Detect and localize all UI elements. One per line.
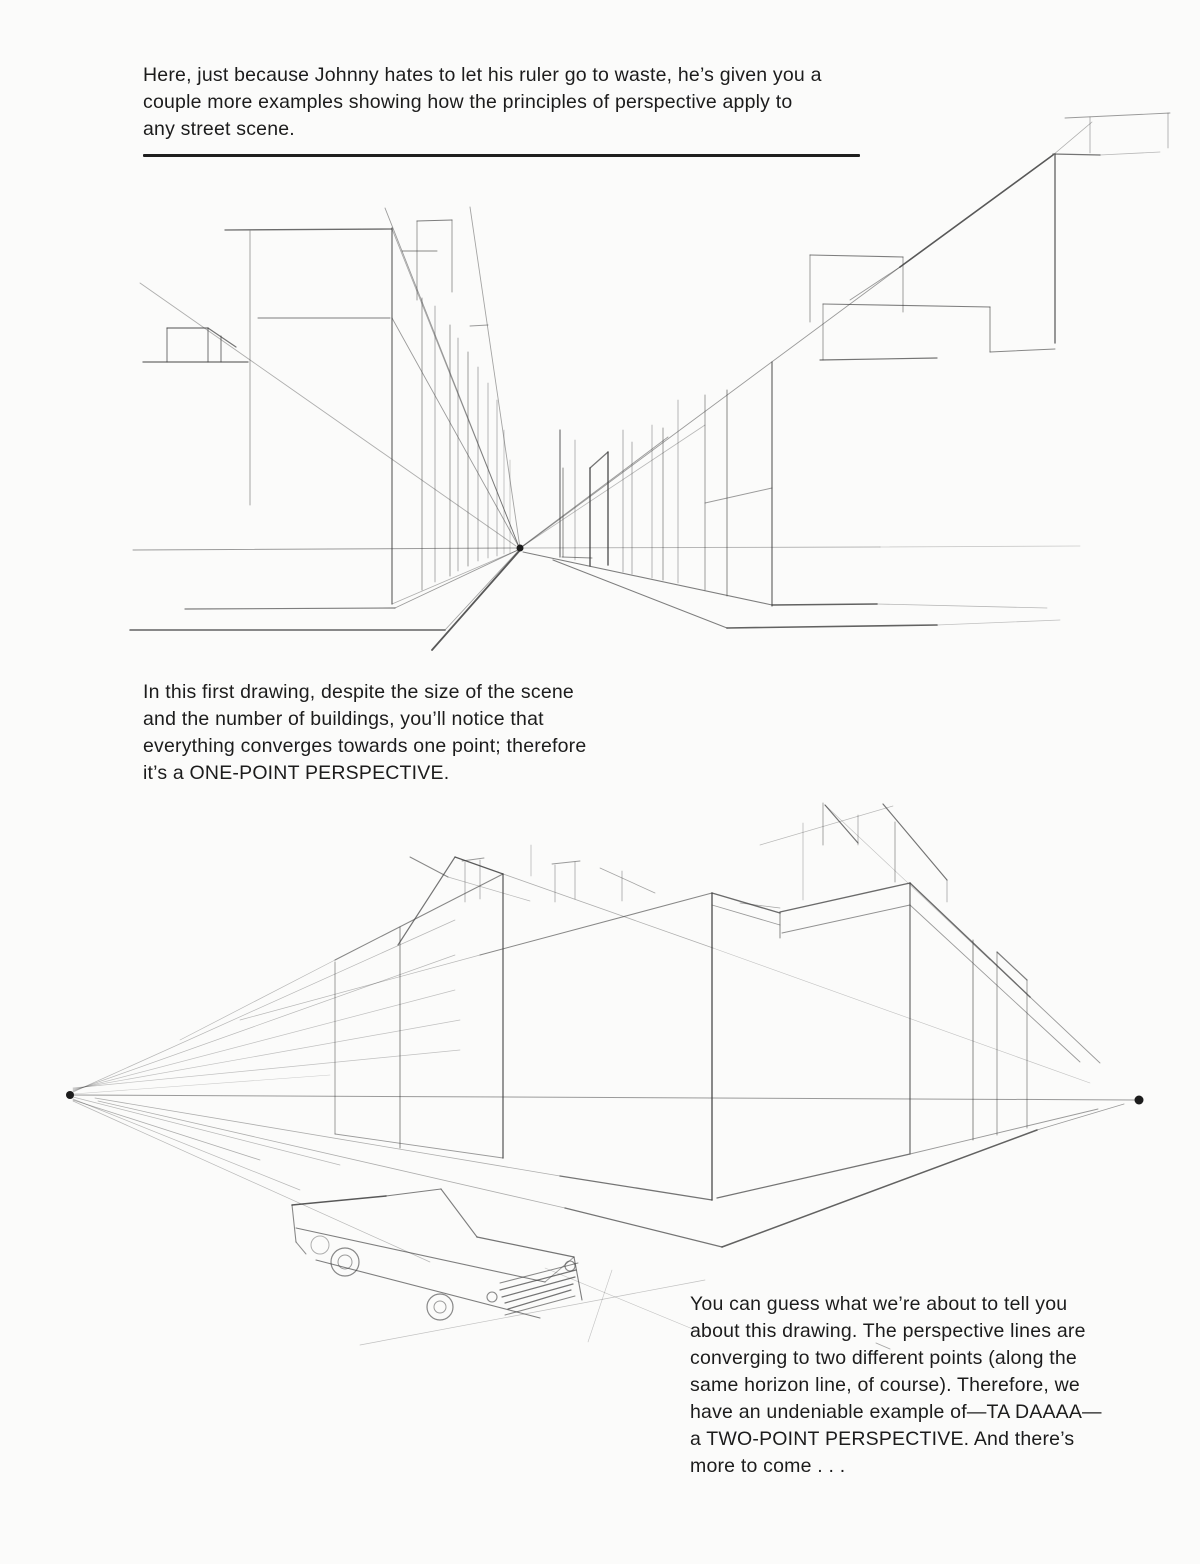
- text-line: a TWO-POINT PERSPECTIVE. And there’s: [690, 1428, 1075, 1450]
- vanishing-point-dot: [517, 545, 524, 552]
- two-point-perspective-drawing: [40, 780, 1160, 1380]
- text-line: In this first drawing, despite the size of the scene: [143, 681, 574, 703]
- text-line: converging to two different points (along the: [690, 1347, 1077, 1369]
- text-line: about this drawing. The perspective lines are: [690, 1320, 1086, 1342]
- text-line: any street scene.: [143, 118, 295, 140]
- two-point-caption: [690, 1291, 1102, 1480]
- text-line: have an undeniable example of—TA DAAAA—: [690, 1401, 1102, 1423]
- text-line: You can guess what we’re about to tell you: [690, 1293, 1068, 1315]
- text-line: it’s a ONE-POINT PERSPECTIVE.: [143, 762, 450, 784]
- text-line: Here, just because Johnny hates to let his ruler go to waste, he’s given you a: [143, 64, 822, 86]
- text-line: and the number of buildings, you’ll notice that: [143, 708, 544, 730]
- text-line: more to come . . .: [690, 1455, 846, 1477]
- text-line: couple more examples showing how the principles of perspective apply to: [143, 91, 793, 113]
- one-point-perspective-drawing: [120, 140, 1180, 670]
- intro-paragraph: [143, 62, 822, 143]
- one-point-caption: [143, 679, 586, 787]
- vanishing-point-dot: [1135, 1096, 1144, 1105]
- text-line: same horizon line, of course). Therefore, we: [690, 1374, 1080, 1396]
- text-line: everything converges towards one point; therefore: [143, 735, 587, 757]
- vanishing-point-dot: [66, 1091, 74, 1099]
